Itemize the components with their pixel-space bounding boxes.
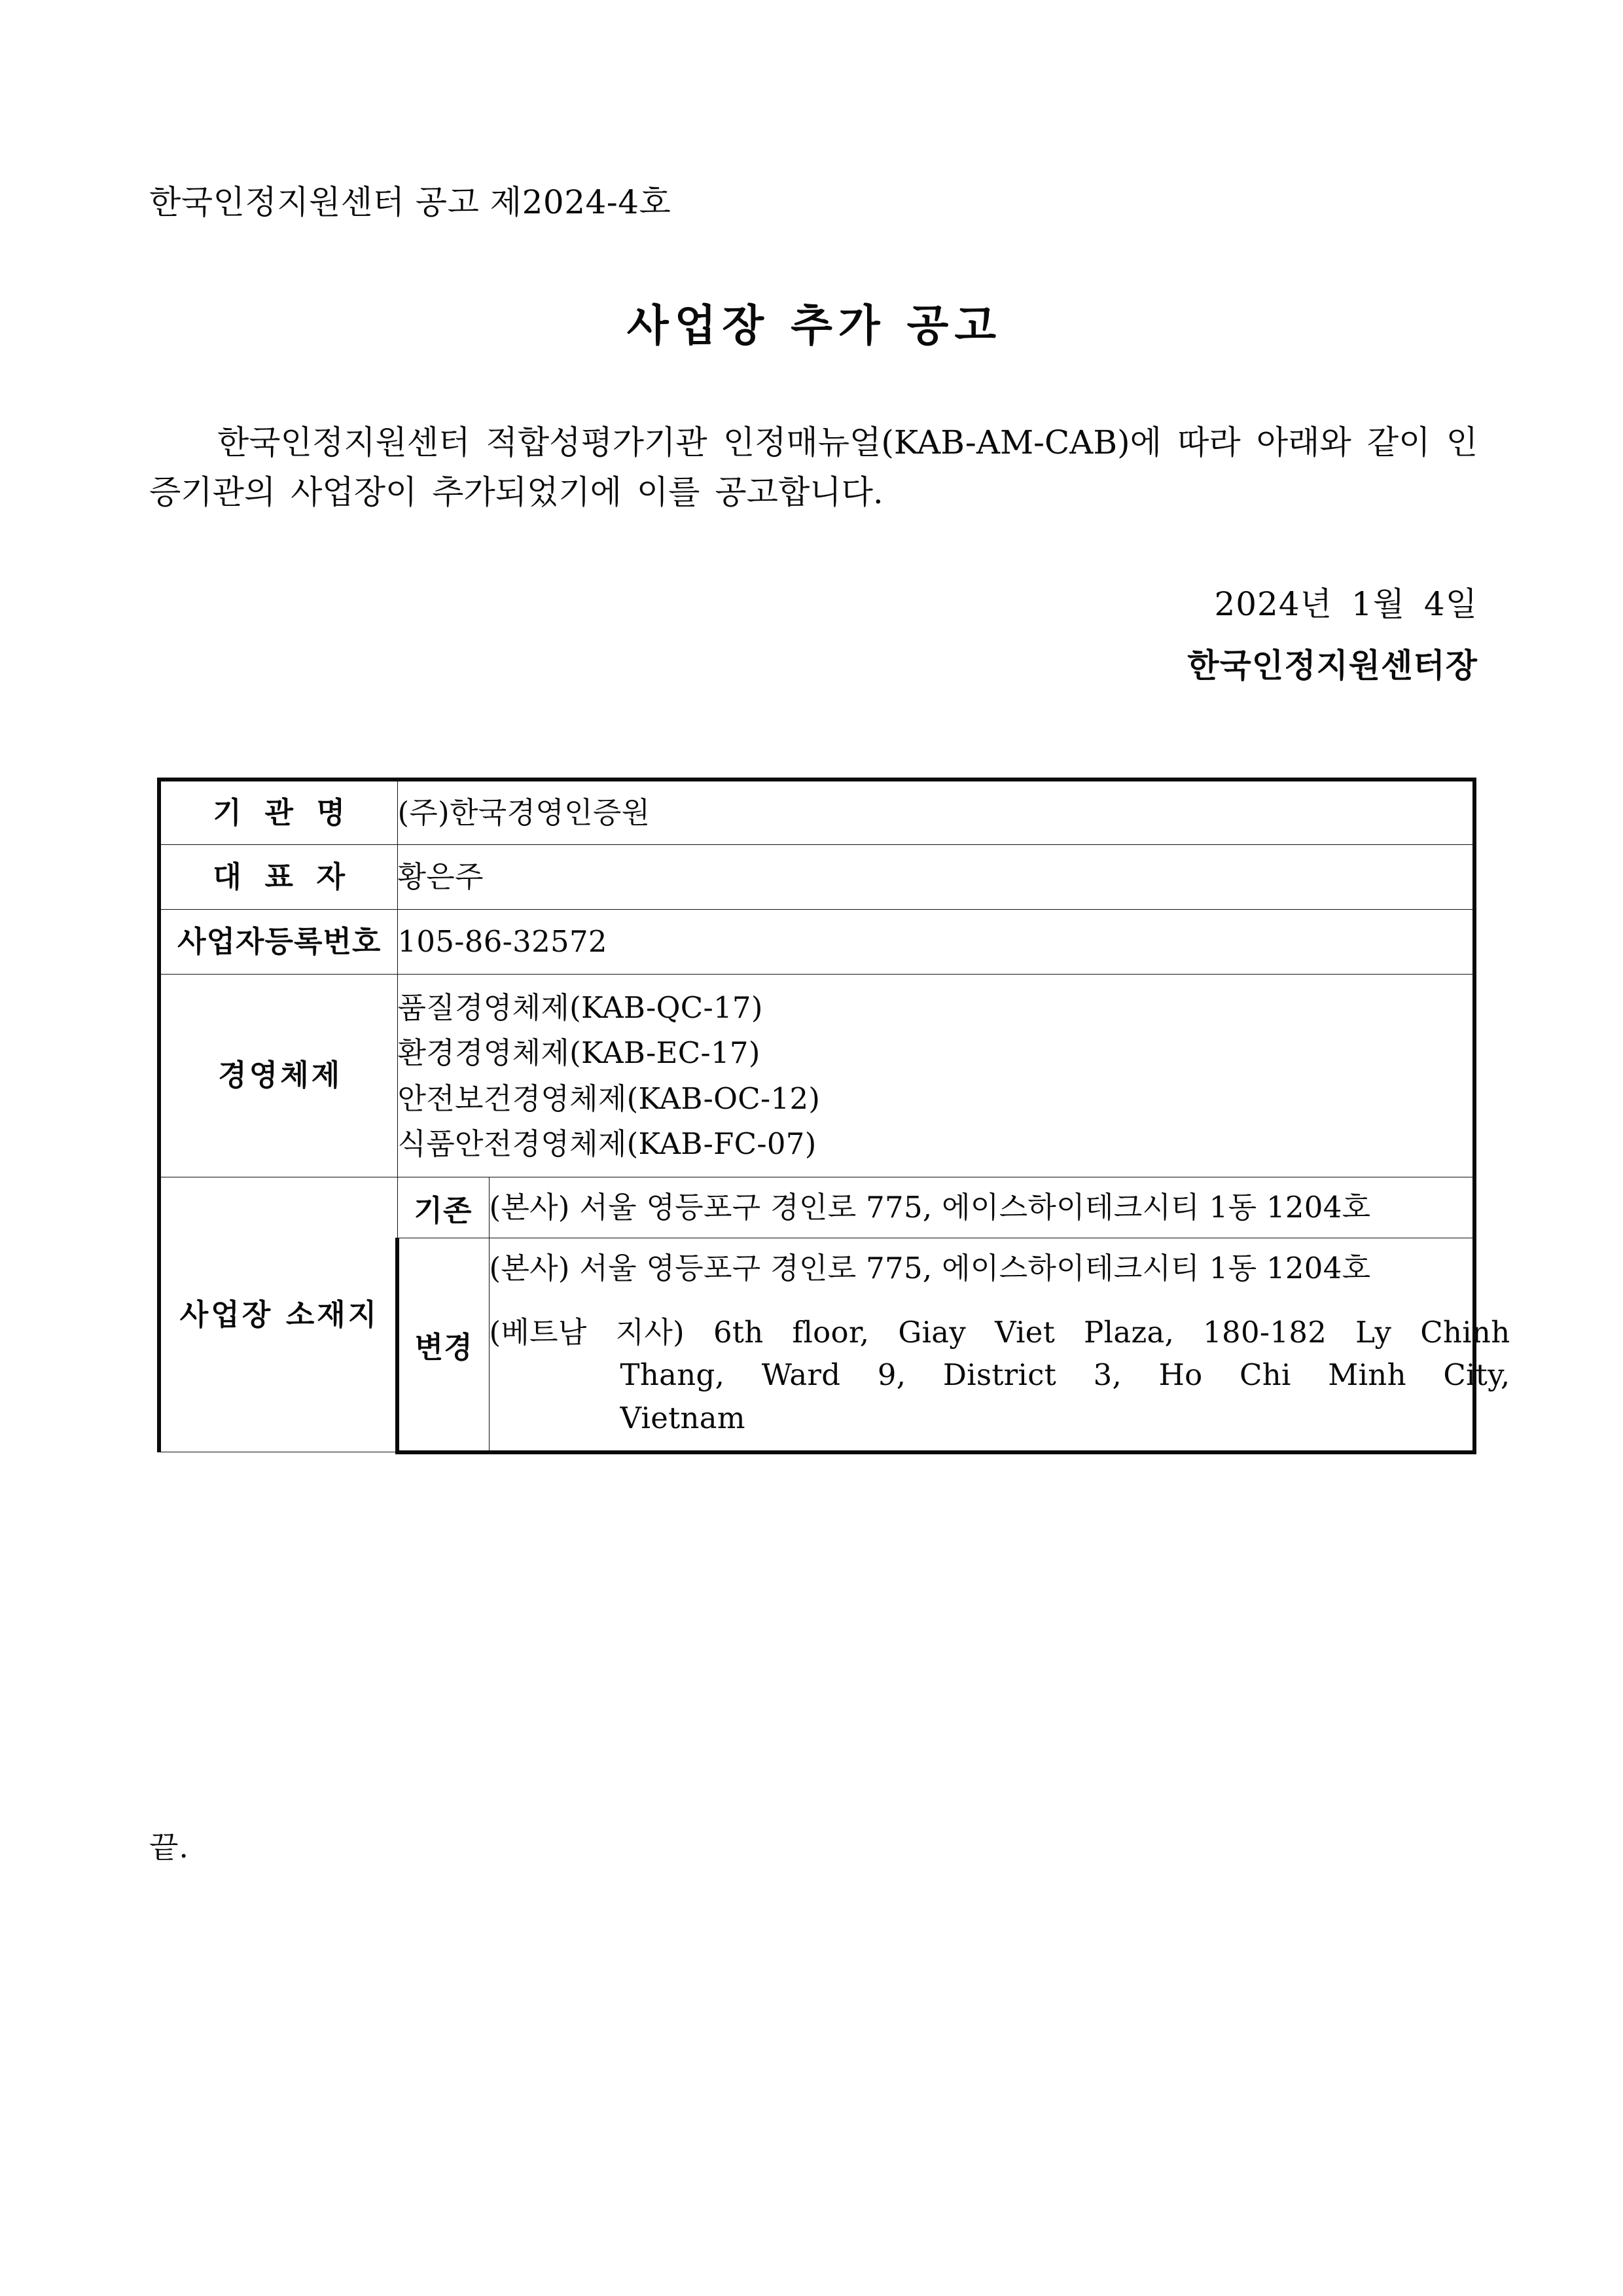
address-changed-vn-line2: Thang, Ward 9, District 3, Ho Chi Minh City,	[620, 1357, 1510, 1393]
table-row-org-name	[159, 780, 1474, 845]
issue-date: 2024년 1월 4일	[1214, 585, 1478, 623]
row-label-business-reg-no: 사업자등록번호	[159, 910, 397, 975]
page-title: 사업장 추가 공고	[626, 300, 1003, 351]
table-row-site-location-existing	[159, 1177, 1474, 1238]
row-label-site-location: 사업장 소재지	[159, 1177, 397, 1452]
address-changed-vn-line1: (베트남 지사) 6th floor, Giay Viet Plaza, 180-182 Ly Chinh	[489, 1314, 1510, 1350]
row-value-representative: 황은주	[397, 845, 1474, 910]
row-label-org-name: 기 관 명	[159, 780, 397, 845]
subrow-value-existing-address	[489, 1177, 1474, 1238]
list-item: 품질경영체제(KAB-QC-17)	[397, 990, 763, 1025]
list-item: 안전보건경영체제(KAB-OC-12)	[397, 1081, 821, 1116]
address-changed-vn-line3: Vietnam	[620, 1401, 745, 1436]
body-text: 한국인정지원센터 적합성평가기관 인정매뉴얼(KAB-AM-CAB)에 따라 아래와 같이 인증기관의 사업장이 추가되었기에 이를 공고합니다.	[149, 423, 1478, 511]
row-value-management-systems	[397, 975, 1474, 1177]
row-value-business-reg-no: 105-86-32572	[397, 910, 1474, 975]
row-label-management-systems: 경영체제	[159, 975, 397, 1177]
row-label-representative: 대 표 자	[159, 845, 397, 910]
address-changed-vn	[489, 1311, 1510, 1440]
address-existing: (본사) 서울 영등포구 경인로 775, 에이스하이테크시티 1동 1204호	[489, 1190, 1371, 1225]
list-item: 환경경영체제(KAB-EC-17)	[397, 1035, 760, 1071]
management-system-list	[398, 985, 1473, 1166]
subrow-key-existing: 기존	[397, 1177, 489, 1238]
row-value-org-name: (주)한국경영인증원	[397, 780, 1474, 845]
end-of-document-mark: 끝.	[149, 1829, 190, 1865]
subrow-value-changed-address	[489, 1238, 1510, 1452]
document-number: 한국인정지원센터 공고 제2024-4호	[149, 183, 671, 221]
list-item: 식품안전경영체제(KAB-FC-07)	[397, 1126, 817, 1161]
subrow-key-changed: 변경	[397, 1238, 489, 1452]
signature-block	[1187, 585, 1478, 685]
table-row-representative	[159, 845, 1474, 910]
table-row-business-reg-no	[159, 910, 1474, 975]
table-row-management-systems	[159, 975, 1474, 1177]
organization-info-table	[157, 778, 1510, 1454]
address-changed-kr: (본사) 서울 영등포구 경인로 775, 에이스하이테크시티 1동 1204호	[489, 1251, 1371, 1286]
issuer-name: 한국인정지원센터장	[1187, 646, 1478, 685]
announcement-body-paragraph	[149, 418, 1478, 517]
